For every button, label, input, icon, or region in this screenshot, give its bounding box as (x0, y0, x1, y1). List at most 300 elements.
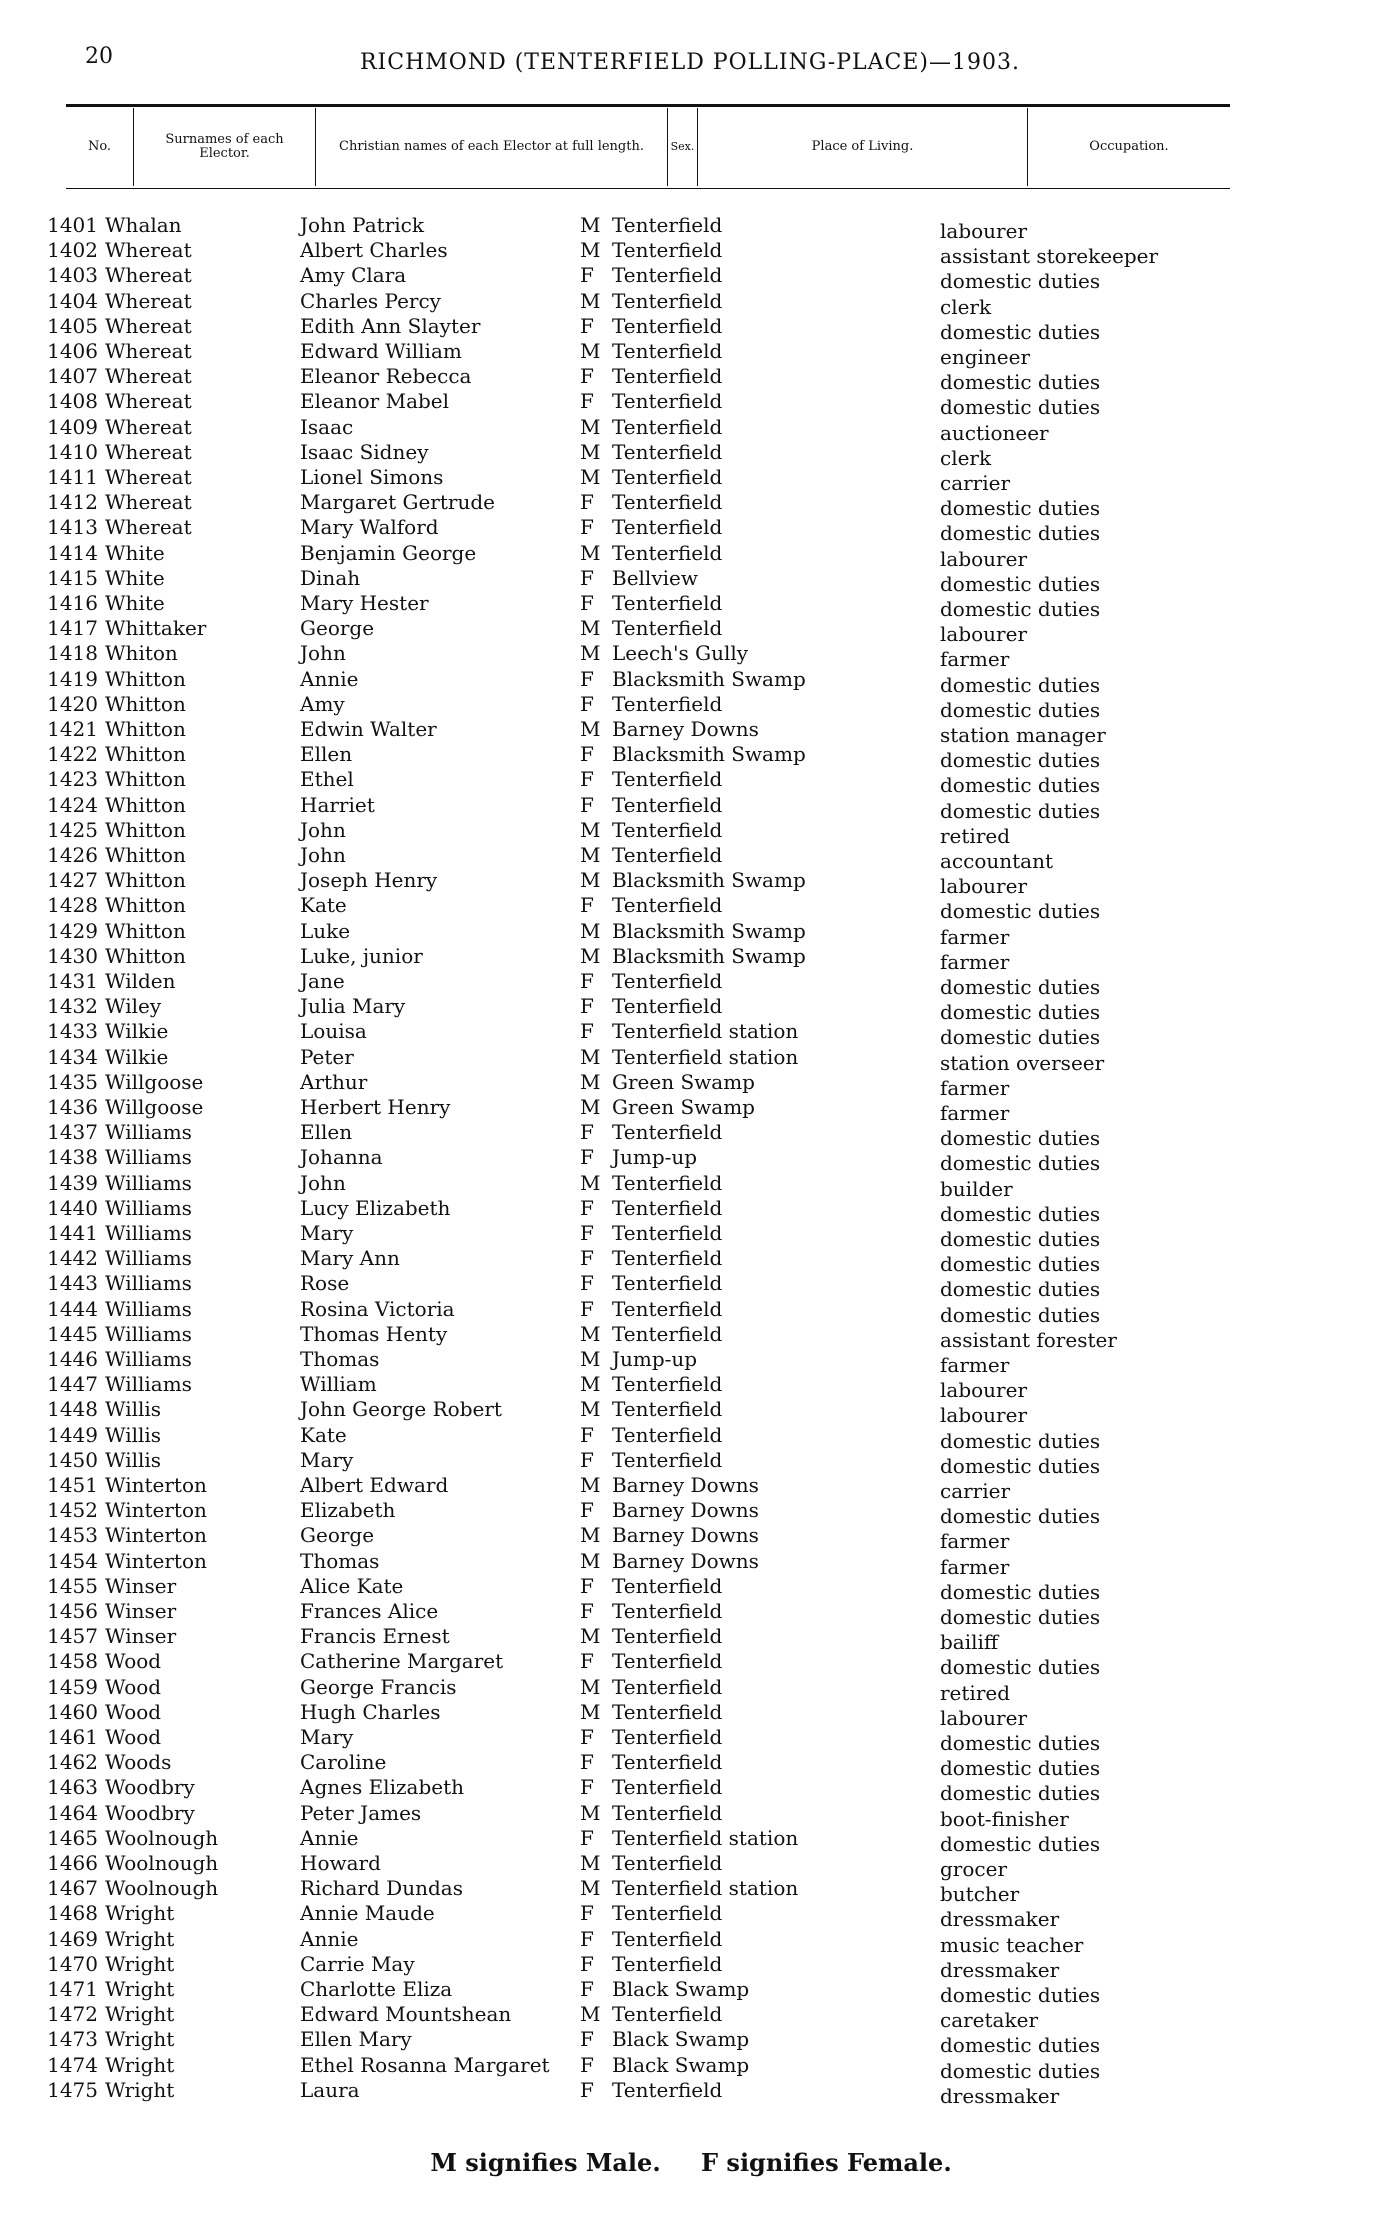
elector-sex: F (580, 2077, 594, 2102)
elector-christian-names: Dinah (300, 565, 361, 590)
elector-place-of-living: Tenterfield station (612, 1019, 799, 1044)
elector-number: 1463 (47, 1775, 98, 1800)
elector-number: 1424 (47, 792, 98, 817)
elector-surname: Wood (105, 1699, 162, 1724)
elector-occupation: domestic duties (940, 1151, 1101, 1176)
elector-number: 1413 (47, 515, 98, 540)
elector-occupation: farmer (940, 647, 1010, 672)
elector-place-of-living: Tenterfield (612, 1195, 723, 1220)
elector-sex: M (580, 238, 601, 263)
table-row (0, 1120, 1382, 1151)
elector-number: 1474 (47, 2052, 98, 2077)
elector-occupation: accountant (940, 849, 1054, 873)
table-row (0, 1397, 1382, 1428)
elector-occupation: domestic duties (940, 975, 1101, 999)
table-row (0, 591, 1382, 621)
elector-number: 1459 (47, 1674, 98, 1699)
elector-sex: F (580, 767, 594, 792)
table-row (0, 641, 1382, 672)
table-row (0, 1347, 1382, 1377)
elector-occupation: domestic duties (940, 1277, 1101, 1302)
elector-surname: Woolnough (105, 1851, 219, 1875)
elector-sex: F (580, 364, 594, 389)
elector-surname: Wright (105, 2027, 175, 2052)
elector-number: 1465 (47, 1825, 98, 1850)
elector-number: 1403 (47, 263, 98, 288)
table-row (0, 792, 1382, 823)
elector-occupation: domestic duties (940, 798, 1101, 823)
elector-number: 1433 (47, 1019, 98, 1044)
table-row (0, 943, 1382, 974)
column-header-surname: Surnames of each Elector. (134, 108, 316, 186)
elector-number: 1441 (47, 1221, 98, 1245)
table-row (0, 1321, 1382, 1352)
elector-surname: White (105, 591, 165, 615)
elector-sex: M (580, 1321, 601, 1346)
elector-sex: F (580, 1296, 594, 1321)
elector-surname: Williams (105, 1170, 192, 1195)
elector-surname: Whiton (105, 641, 178, 666)
elector-surname: Winterton (105, 1548, 207, 1573)
elector-christian-names: Annie (300, 1825, 359, 1850)
elector-place-of-living: Tenterfield (612, 1221, 723, 1245)
table-row (0, 2077, 1382, 2108)
elector-sex: M (580, 1095, 601, 1119)
elector-surname: Wiley (105, 994, 162, 1019)
elector-christian-names: Caroline (300, 1750, 387, 1775)
elector-place-of-living: Tenterfield (612, 364, 723, 389)
elector-occupation: domestic duties (940, 1983, 1101, 2007)
elector-christian-names: Luke, junior (300, 943, 423, 968)
elector-place-of-living: Green Swamp (612, 1069, 755, 1094)
elector-christian-names: Kate (300, 893, 347, 918)
elector-christian-names: Francis Ernest (300, 1624, 450, 1649)
table-row (0, 2002, 1382, 2033)
elector-number: 1435 (47, 1069, 98, 1094)
elector-christian-names: Amy Clara (300, 263, 407, 288)
table-row (0, 465, 1382, 495)
elector-sex: F (580, 1422, 594, 1447)
elector-place-of-living: Tenterfield (612, 1901, 723, 1926)
elector-number: 1417 (47, 616, 98, 641)
elector-occupation: domestic duties (940, 1252, 1101, 1277)
table-row (0, 1246, 1382, 1277)
elector-christian-names: John (300, 843, 346, 867)
elector-christian-names: Kate (300, 1422, 347, 1447)
elector-sex: F (580, 792, 594, 817)
elector-occupation: domestic duties (940, 748, 1101, 773)
elector-sex: M (580, 414, 601, 439)
table-row (0, 288, 1382, 319)
elector-sex: M (580, 1170, 601, 1195)
elector-place-of-living: Blacksmith Swamp (612, 742, 806, 767)
column-header-place-of-living: Place of Living. (698, 108, 1028, 186)
elector-number: 1444 (47, 1296, 98, 1321)
elector-surname: Wright (105, 1951, 175, 1976)
table-row (0, 666, 1382, 697)
elector-number: 1468 (47, 1901, 98, 1926)
elector-christian-names: Laura (300, 2077, 360, 2102)
elector-surname: Whereat (105, 339, 192, 363)
elector-christian-names: Isaac Sidney (300, 439, 429, 464)
table-row (0, 313, 1382, 344)
elector-christian-names: Eleanor Rebecca (300, 364, 472, 389)
elector-sex: M (580, 288, 601, 313)
elector-surname: White (105, 565, 165, 590)
elector-place-of-living: Black Swamp (612, 1977, 750, 2001)
elector-sex: F (580, 1195, 594, 1220)
elector-place-of-living: Tenterfield (612, 1120, 723, 1145)
elector-surname: Winterton (105, 1523, 207, 1548)
legend-male: M signifies Male. (430, 2148, 661, 2177)
table-row (0, 1851, 1382, 1881)
table-row (0, 238, 1382, 269)
elector-surname: Wright (105, 1977, 175, 2001)
elector-place-of-living: Tenterfield (612, 994, 723, 1019)
elector-surname: Williams (105, 1246, 192, 1271)
elector-sex: M (580, 1624, 601, 1649)
elector-surname: Whittaker (105, 616, 207, 641)
elector-occupation: caretaker (940, 2008, 1038, 2033)
elector-christian-names: Thomas (300, 1548, 380, 1573)
elector-sex: M (580, 943, 601, 968)
elector-place-of-living: Tenterfield (612, 893, 723, 918)
elector-christian-names: Ellen Mary (300, 2027, 412, 2052)
elector-christian-names: Johanna (300, 1145, 383, 1170)
elector-place-of-living: Tenterfield (612, 1372, 723, 1397)
elector-surname: Winser (105, 1599, 177, 1623)
elector-sex: M (580, 1800, 601, 1825)
elector-sex: M (580, 1699, 601, 1724)
table-row (0, 817, 1382, 848)
elector-place-of-living: Tenterfield (612, 1926, 723, 1951)
elector-occupation: labourer (940, 622, 1028, 647)
elector-place-of-living: Tenterfield (612, 1624, 723, 1649)
elector-number: 1450 (47, 1447, 98, 1472)
table-row (0, 414, 1382, 445)
elector-place-of-living: Jump-up (612, 1145, 698, 1170)
table-row (0, 1800, 1382, 1831)
elector-number: 1446 (47, 1347, 98, 1371)
elector-occupation: domestic duties (940, 395, 1101, 420)
elector-place-of-living: Tenterfield station (612, 1044, 799, 1069)
elector-surname: Whitton (105, 717, 186, 741)
elector-surname: Wilkie (105, 1044, 169, 1069)
elector-occupation: farmer (940, 1554, 1010, 1579)
elector-sex: F (580, 1775, 594, 1800)
elector-place-of-living: Tenterfield station (612, 1825, 799, 1850)
sex-legend (0, 2148, 1382, 2177)
elector-christian-names: Edward William (300, 339, 462, 363)
elector-christian-names: Edith Ann Slayter (300, 313, 481, 338)
elector-sex: M (580, 1069, 601, 1094)
elector-place-of-living: Tenterfield (612, 1750, 723, 1775)
table-row (0, 439, 1382, 470)
elector-sex: F (580, 313, 594, 338)
elector-number: 1443 (47, 1271, 98, 1296)
elector-sex: F (580, 666, 594, 691)
elector-sex: F (580, 591, 594, 615)
elector-sex: M (580, 1372, 601, 1397)
elector-surname: Willgoose (105, 1095, 204, 1119)
elector-christian-names: Frances Alice (300, 1599, 439, 1623)
elector-place-of-living: Tenterfield (612, 1246, 723, 1271)
elector-number: 1436 (47, 1095, 98, 1119)
table-row (0, 389, 1382, 420)
elector-sex: F (580, 1750, 594, 1775)
elector-number: 1415 (47, 565, 98, 590)
elector-place-of-living: Tenterfield (612, 540, 723, 565)
elector-christian-names: Richard Dundas (300, 1876, 463, 1901)
elector-sex: F (580, 1447, 594, 1472)
elector-place-of-living: Tenterfield (612, 2077, 723, 2102)
elector-christian-names: Eleanor Mabel (300, 389, 450, 414)
elector-sex: F (580, 565, 594, 590)
elector-sex: F (580, 1246, 594, 1271)
elector-christian-names: John George Robert (300, 1397, 502, 1422)
elector-christian-names: Joseph Henry (300, 868, 438, 893)
elector-sex: F (580, 490, 594, 515)
elector-number: 1416 (47, 591, 98, 615)
elector-number: 1401 (47, 213, 98, 237)
elector-surname: Whereat (105, 263, 192, 288)
table-row (0, 1750, 1382, 1781)
elector-occupation: domestic duties (940, 1201, 1101, 1226)
elector-place-of-living: Tenterfield (612, 313, 723, 338)
elector-number: 1457 (47, 1624, 98, 1649)
table-row (0, 1523, 1382, 1554)
table-row (0, 1825, 1382, 1856)
elector-sex: F (580, 1573, 594, 1598)
elector-christian-names: Mary Ann (300, 1246, 400, 1271)
elector-christian-names: Alice Kate (300, 1573, 404, 1598)
table-row (0, 364, 1382, 395)
elector-number: 1404 (47, 288, 98, 313)
table-row (0, 540, 1382, 571)
table-row (0, 1447, 1382, 1478)
elector-christian-names: Mary Walford (300, 515, 439, 540)
elector-sex: M (580, 2002, 601, 2027)
elector-occupation: builder (940, 1176, 1013, 1201)
table-row (0, 843, 1382, 873)
elector-number: 1420 (47, 691, 98, 716)
elector-christian-names: Benjamin George (300, 540, 477, 565)
elector-number: 1429 (47, 918, 98, 943)
elector-occupation: retired (940, 1680, 1011, 1705)
elector-occupation: assistant storekeeper (940, 244, 1159, 269)
elector-sex: M (580, 918, 601, 943)
elector-christian-names: Carrie May (300, 1951, 415, 1976)
elector-number: 1445 (47, 1321, 98, 1346)
elector-occupation: domestic duties (940, 2058, 1101, 2083)
elector-surname: Willis (105, 1447, 162, 1472)
table-row (0, 1195, 1382, 1226)
elector-surname: Williams (105, 1271, 192, 1296)
elector-sex: F (580, 1901, 594, 1926)
elector-occupation: domestic duties (940, 1781, 1101, 1806)
elector-occupation: labourer (940, 219, 1028, 243)
elector-surname: Whalan (105, 213, 182, 237)
elector-place-of-living: Tenterfield (612, 213, 723, 237)
elector-occupation: labourer (940, 874, 1028, 899)
elector-sex: F (580, 1977, 594, 2001)
elector-christian-names: Howard (300, 1851, 381, 1875)
elector-christian-names: Ethel Rosanna Margaret (300, 2052, 550, 2077)
elector-christian-names: Lionel Simons (300, 465, 444, 489)
elector-occupation: domestic duties (940, 1504, 1101, 1529)
elector-christian-names: George (300, 1523, 375, 1548)
table-row (0, 868, 1382, 899)
table-row (0, 565, 1382, 596)
elector-number: 1432 (47, 994, 98, 1019)
elector-surname: Woolnough (105, 1876, 219, 1901)
elector-number: 1431 (47, 969, 98, 993)
elector-number: 1414 (47, 540, 98, 565)
elector-occupation: retired (940, 823, 1011, 848)
elector-sex: M (580, 1044, 601, 1069)
page-title: RICHMOND (TENTERFIELD POLLING-PLACE)—1903. (359, 50, 1020, 75)
table-row (0, 1699, 1382, 1730)
table-row (0, 1674, 1382, 1705)
elector-place-of-living: Tenterfield (612, 1321, 723, 1346)
elector-surname: Whitton (105, 767, 186, 792)
column-header-christian-names: Christian names of each Elector at full length. (316, 108, 668, 186)
elector-occupation: domestic duties (940, 1000, 1101, 1025)
elector-place-of-living: Tenterfield (612, 1951, 723, 1976)
page-number: 20 (85, 44, 113, 69)
elector-number: 1470 (47, 1951, 98, 1976)
elector-place-of-living: Tenterfield (612, 1699, 723, 1724)
table-row (0, 691, 1382, 722)
elector-surname: Williams (105, 1296, 192, 1321)
table-row (0, 1473, 1382, 1503)
elector-christian-names: Peter James (300, 1800, 422, 1825)
elector-occupation: domestic duties (940, 370, 1101, 395)
elector-christian-names: Mary (300, 1447, 354, 1472)
elector-surname: Williams (105, 1221, 192, 1245)
elector-surname: Whereat (105, 515, 192, 540)
elector-occupation: station manager (940, 723, 1106, 747)
elector-sex: M (580, 1876, 601, 1901)
table-row (0, 717, 1382, 747)
elector-christian-names: John (300, 817, 346, 842)
elector-surname: Whitton (105, 666, 186, 691)
elector-sex: M (580, 213, 601, 237)
elector-surname: Willgoose (105, 1069, 204, 1094)
elector-surname: Willis (105, 1422, 162, 1447)
elector-occupation: domestic duties (940, 1756, 1101, 1781)
elector-number: 1466 (47, 1851, 98, 1875)
elector-christian-names: George (300, 616, 375, 641)
elector-christian-names: Annie (300, 666, 359, 691)
elector-number: 1430 (47, 943, 98, 968)
elector-christian-names: John (300, 641, 346, 666)
elector-surname: Williams (105, 1145, 192, 1170)
column-header-no: No. (66, 108, 134, 186)
elector-occupation: dressmaker (940, 1907, 1060, 1932)
elector-place-of-living: Tenterfield (612, 288, 723, 313)
table-row (0, 1573, 1382, 1604)
elector-place-of-living: Barney Downs (612, 1523, 759, 1548)
elector-occupation: domestic duties (940, 319, 1101, 344)
elector-sex: F (580, 1926, 594, 1951)
elector-christian-names: Hugh Charles (300, 1699, 441, 1724)
elector-number: 1426 (47, 843, 98, 867)
elector-place-of-living: Tenterfield (612, 1800, 723, 1825)
elector-sex: F (580, 742, 594, 767)
elector-occupation: carrier (940, 471, 1011, 495)
header-top-rule (66, 104, 1230, 107)
elector-number: 1472 (47, 2002, 98, 2027)
elector-christian-names: Edward Mountshean (300, 2002, 512, 2027)
elector-place-of-living: Green Swamp (612, 1095, 755, 1119)
elector-place-of-living: Tenterfield (612, 263, 723, 288)
elector-occupation: domestic duties (940, 597, 1101, 621)
table-row (0, 213, 1382, 243)
table-row (0, 2027, 1382, 2058)
elector-place-of-living: Black Swamp (612, 2027, 750, 2052)
elector-occupation: carrier (940, 1479, 1011, 1503)
elector-number: 1419 (47, 666, 98, 691)
elector-christian-names: Albert Edward (300, 1473, 449, 1497)
table-row (0, 1019, 1382, 1050)
elector-christian-names: William (300, 1372, 377, 1397)
elector-sex: M (580, 1851, 601, 1875)
elector-number: 1411 (47, 465, 98, 489)
table-row (0, 1926, 1382, 1957)
elector-christian-names: Elizabeth (300, 1498, 396, 1523)
elector-surname: Wood (105, 1674, 162, 1699)
elector-sex: M (580, 1548, 601, 1573)
elector-number: 1438 (47, 1145, 98, 1170)
elector-christian-names: Jane (300, 969, 345, 993)
elector-sex: M (580, 1473, 601, 1497)
elector-surname: Whitton (105, 792, 186, 817)
elector-surname: Wilkie (105, 1019, 169, 1044)
table-row (0, 2052, 1382, 2083)
elector-place-of-living: Tenterfield (612, 1447, 723, 1472)
elector-number: 1475 (47, 2077, 98, 2102)
elector-place-of-living: Tenterfield (612, 465, 723, 489)
elector-occupation: butcher (940, 1882, 1020, 1907)
table-row (0, 1422, 1382, 1453)
header-bottom-rule (66, 188, 1230, 189)
elector-sex: M (580, 868, 601, 893)
elector-place-of-living: Blacksmith Swamp (612, 868, 806, 893)
elector-surname: Willis (105, 1397, 162, 1422)
elector-christian-names: Rose (300, 1271, 350, 1296)
elector-sex: F (580, 1951, 594, 1976)
elector-sex: M (580, 641, 601, 666)
table-row (0, 1372, 1382, 1403)
elector-place-of-living: Barney Downs (612, 1498, 759, 1523)
elector-christian-names: Margaret Gertrude (300, 490, 495, 515)
table-row (0, 1725, 1382, 1755)
elector-christian-names: Edwin Walter (300, 717, 437, 741)
elector-place-of-living: Blacksmith Swamp (612, 943, 806, 968)
elector-occupation: domestic duties (940, 2033, 1101, 2058)
elector-sex: F (580, 389, 594, 414)
elector-number: 1456 (47, 1599, 98, 1623)
table-row (0, 1044, 1382, 1075)
elector-christian-names: George Francis (300, 1674, 457, 1699)
elector-number: 1447 (47, 1372, 98, 1397)
elector-number: 1451 (47, 1473, 98, 1497)
elector-place-of-living: Tenterfield (612, 389, 723, 414)
elector-sex: F (580, 1725, 594, 1749)
elector-occupation: music teacher (940, 1932, 1084, 1957)
elector-place-of-living: Tenterfield (612, 339, 723, 363)
